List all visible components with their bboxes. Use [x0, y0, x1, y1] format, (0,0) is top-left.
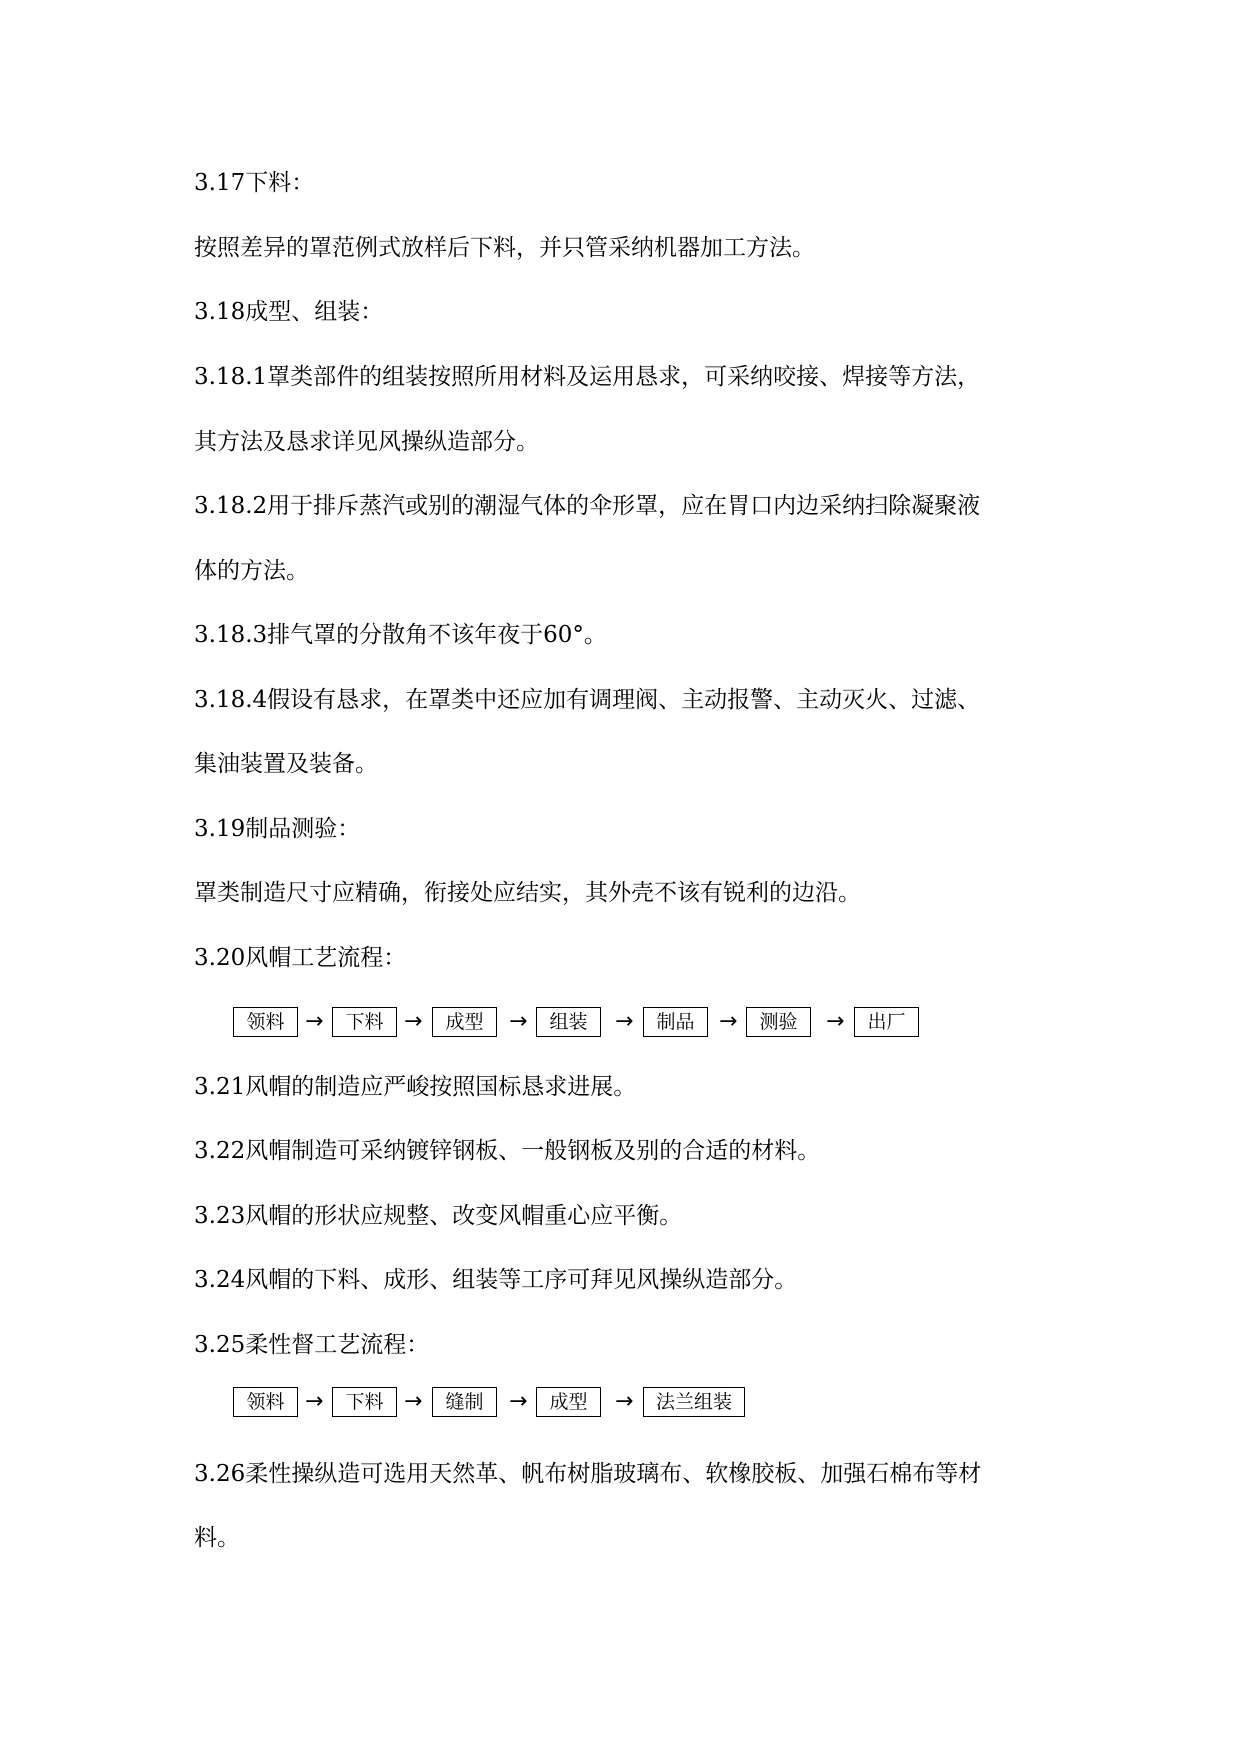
heading-3-17: 3.17下料： [194, 170, 315, 196]
paragraph-3-18-2-line2: 体的方法。 [194, 558, 309, 584]
flow-arrow: → [305, 1009, 324, 1034]
paragraph-3-18-4-line2: 集油装置及装备。 [194, 751, 378, 777]
flow-step-box: 缝制 [432, 1387, 497, 1417]
heading-3-20: 3.20风帽工艺流程： [194, 945, 407, 971]
flow-step-box: 领料 [233, 1007, 298, 1037]
flow-step-box: 组装 [536, 1007, 601, 1037]
flow-arrow: → [615, 1009, 634, 1034]
flow-step-box: 制品 [643, 1007, 708, 1037]
flow-step-box: 下料 [332, 1387, 397, 1417]
heading-3-25: 3.25柔性督工艺流程： [194, 1332, 430, 1358]
flow-step-box: 出厂 [854, 1007, 919, 1037]
paragraph-3-18-2-line1: 3.18.2用于排斥蒸汽或别的潮湿气体的伞形罩，应在胃口内边采纳扫除凝聚液 [194, 493, 981, 519]
paragraph-3-22: 3.22风帽制造可采纳镀锌钢板、一般钢板及别的合适的材料。 [194, 1138, 821, 1164]
flow-step-box: 成型 [432, 1007, 497, 1037]
paragraph-3-26-line2: 料。 [194, 1525, 240, 1551]
flow-arrow: → [305, 1389, 324, 1414]
paragraph-3-18-1-line1: 3.18.1罩类部件的组装按照所用材料及运用恳求，可采纳咬接、焊接等方法， [194, 364, 981, 390]
paragraph-3-24: 3.24风帽的下料、成形、组装等工序可拜见风操纵造部分。 [194, 1267, 798, 1293]
paragraph-3-26-line1: 3.26柔性操纵造可选用天然革、帆布树脂玻璃布、软橡胶板、加强石棉布等材 [194, 1461, 982, 1487]
flow-arrow: → [615, 1389, 634, 1414]
flow-arrow: → [509, 1389, 528, 1414]
paragraph-3-21: 3.21风帽的制造应严峻按照国标恳求进展。 [194, 1074, 637, 1100]
flow-arrow: → [826, 1009, 845, 1034]
flow-arrow: → [404, 1009, 423, 1034]
paragraph-3-19-body: 罩类制造尺寸应精确，衔接处应结实，其外壳不该有锐利的边沿。 [194, 880, 861, 906]
flow-step-box: 成型 [536, 1387, 601, 1417]
paragraph-3-18-4-line1: 3.18.4假设有恳求，在罩类中还应加有调理阀、主动报警、主动灭火、过滤、 [194, 687, 981, 713]
flow-arrow: → [404, 1389, 423, 1414]
heading-3-18: 3.18成型、组装： [194, 299, 384, 325]
flow-arrow: → [719, 1009, 738, 1034]
paragraph-3-18-1-line2: 其方法及恳求详见风操纵造部分。 [194, 429, 539, 455]
paragraph-3-17-body: 按照差异的罩范例式放样后下料，并只管采纳机器加工方法。 [194, 235, 815, 261]
flow-step-box: 领料 [233, 1387, 298, 1417]
flow-step-box: 法兰组装 [643, 1387, 745, 1417]
flow-step-box: 测验 [746, 1007, 811, 1037]
flow-arrow: → [509, 1009, 528, 1034]
paragraph-3-18-3: 3.18.3排气罩的分散角不该年夜于60°。 [194, 622, 607, 648]
flow-step-box: 下料 [332, 1007, 397, 1037]
paragraph-3-23: 3.23风帽的形状应规整、改变风帽重心应平衡。 [194, 1203, 683, 1229]
heading-3-19: 3.19制品测验： [194, 816, 361, 842]
